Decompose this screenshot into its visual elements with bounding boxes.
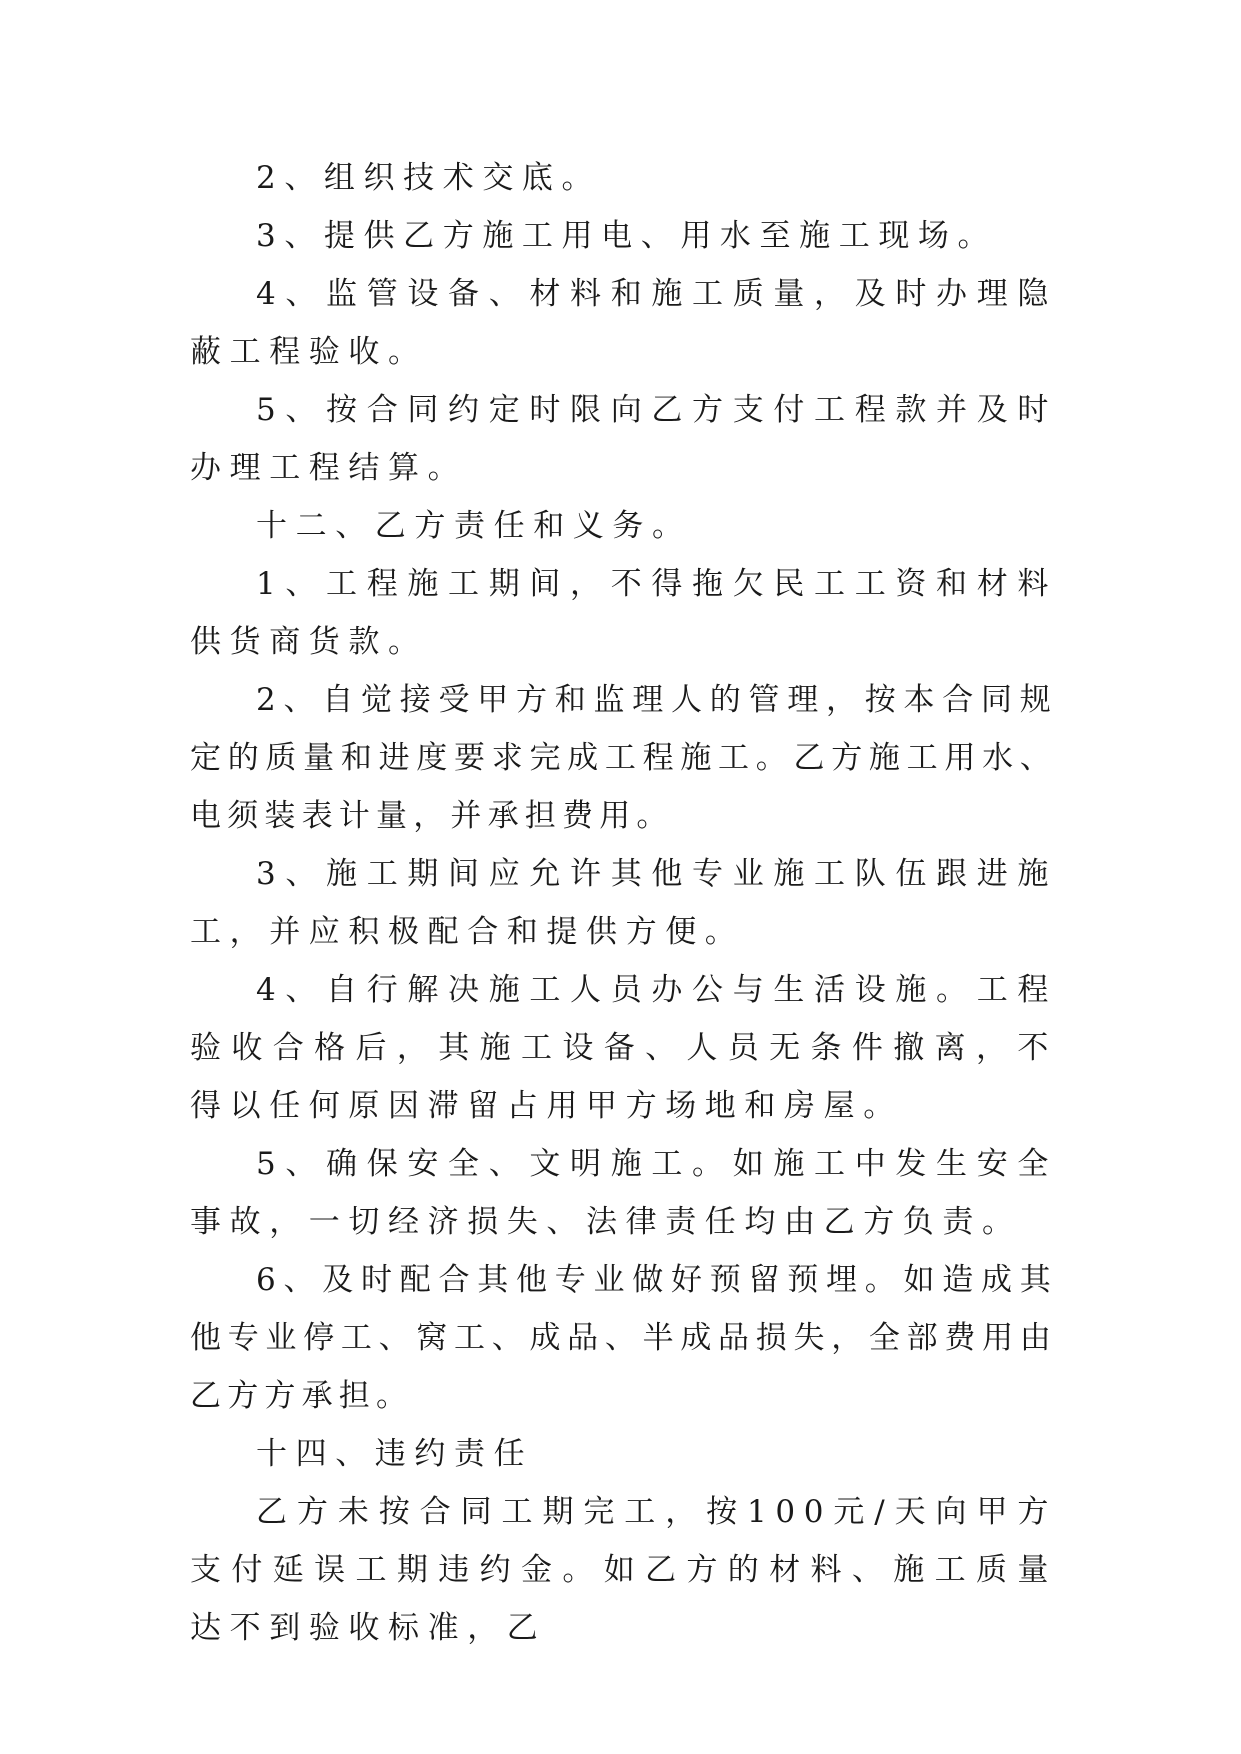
paragraph: 3、提供乙方施工用电、用水至施工现场。: [256, 218, 998, 254]
paragraph: 5、按合同约定时限向乙方支付工程款并及时办理工程结算。: [190, 392, 1057, 486]
paragraph: 3、施工期间应允许其他专业施工队伍跟进施工，并应积极配合和提供方便。: [190, 856, 1057, 950]
paragraph: 2、自觉接受甲方和监理人的管理，按本合同规定的质量和进度要求完成工程施工。乙方施工用水、电须装表计量，并承担费用。: [190, 682, 1057, 834]
paragraph: 4、自行解决施工人员办公与生活设施。工程验收合格后，其施工设备、人员无条件撤离，不得以任何原因滞留占用甲方场地和房屋。: [190, 972, 1057, 1124]
paragraph: 1、工程施工期间，不得拖欠民工工资和材料供货商货款。: [190, 566, 1057, 660]
section-heading: 十二、乙方责任和义务。: [256, 508, 692, 544]
paragraph: 2、组织技术交底。: [256, 160, 602, 196]
paragraph: 4、监管设备、材料和施工质量，及时办理隐蔽工程验收。: [190, 276, 1057, 370]
section-heading: 十四、违约责任: [256, 1436, 534, 1472]
paragraph: 6、及时配合其他专业做好预留预埋。如造成其他专业停工、窝工、成品、半成品损失，全部费用由乙方方承担。: [190, 1262, 1057, 1414]
paragraph: 乙方未按合同工期完工，按100元/天向甲方支付延误工期违约金。如乙方的材料、施工质量达不到验收标准，乙: [190, 1494, 1057, 1646]
document-body: [190, 149, 1057, 1657]
paragraph: 5、确保安全、文明施工。如施工中发生安全事故，一切经济损失、法律责任均由乙方负责。: [190, 1146, 1057, 1240]
